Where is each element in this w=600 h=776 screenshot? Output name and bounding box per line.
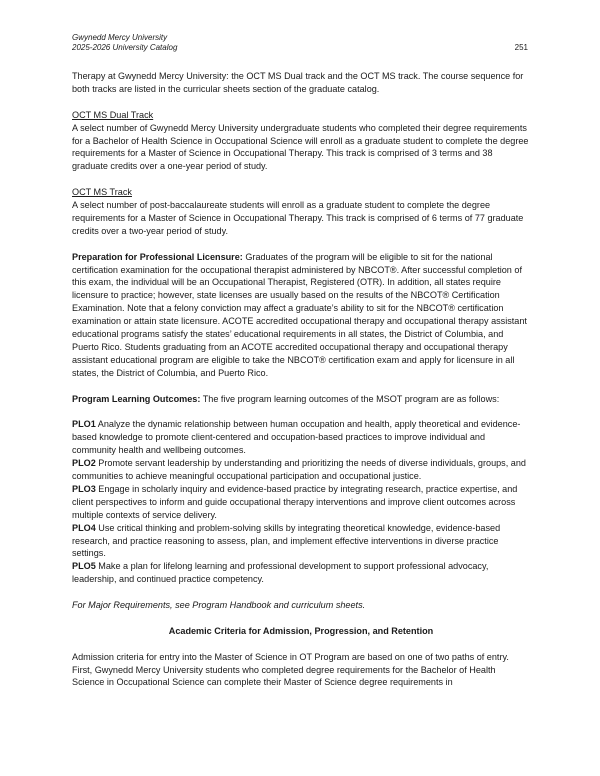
outcome-code: PLO3 bbox=[72, 483, 96, 494]
licensure-label: Preparation for Professional Licensure: bbox=[72, 251, 243, 262]
ms-track-heading: OCT MS Track bbox=[72, 187, 132, 198]
ms-track-section bbox=[72, 186, 530, 238]
page-body bbox=[72, 70, 530, 702]
ms-track-text: A select number of post-baccalaureate students will enroll as a graduate student to complete the degree requirements for a Master of Science in Occupational Therapy. This track is comprised of 6 terms of 77 graduate credits over a two-year period of study. bbox=[72, 200, 524, 236]
admission-text: Admission criteria for entry into the Master of Science in OT Program are based on one of two paths of entry. First, Gwynedd Mercy University students who completed degree requirements for the Bachelor of Health Science in Occupational Science can complete their Master of Science degree requirements in bbox=[72, 651, 509, 688]
outcome-item bbox=[72, 522, 530, 561]
outcomes-list bbox=[72, 418, 530, 586]
dual-track-text: A select number of Gwynedd Mercy University undergraduate students who completed their degree requirements for a Bachelor of Health Science in Occupational Science will enroll as a graduate student to complete the degree requirements for a Master of Science in Occupational Therapy. This track is comprised of 3 terms and 38 graduate credits over a one-year period of study. bbox=[72, 122, 529, 172]
outcomes-intro bbox=[72, 393, 530, 406]
outcome-text: Use critical thinking and problem-solving skills by integrating theoretical knowledge, evidence-based research, and practice reasoning to assess, plan, and implement effective interventions in diverse practice settings. bbox=[72, 522, 501, 559]
dual-track-section bbox=[72, 109, 530, 174]
outcome-code: PLO2 bbox=[72, 458, 96, 469]
outcome-code: PLO4 bbox=[72, 522, 96, 533]
outcomes-label: Program Learning Outcomes: bbox=[72, 393, 201, 404]
intro-paragraph: Therapy at Gwynedd Mercy University: the OCT MS Dual track and the OCT MS track. The course sequence for both tracks are listed in the curricular sheets section of the graduate catalog. bbox=[72, 71, 524, 94]
outcome-item bbox=[72, 418, 530, 457]
licensure-paragraph bbox=[72, 251, 530, 380]
admission-heading: Academic Criteria for Admission, Progression, and Retention bbox=[168, 625, 434, 636]
outcome-code: PLO1 bbox=[72, 419, 96, 430]
outcome-item bbox=[72, 457, 530, 483]
outcome-text: Analyze the dynamic relationship between human occupation and health, apply theoretical and evidence-based knowledge to promote client-centered and occupation-based practices to improve individual and community health and wellbeing outcomes. bbox=[72, 419, 521, 456]
dual-track-heading: OCT MS Dual Track bbox=[72, 109, 154, 120]
outcome-text: Promote servant leadership by understanding and prioritizing the needs of diverse individuals, groups, and communities to achieve meaningful occupational participation and occupational justice. bbox=[72, 458, 526, 482]
major-requirements-note: For Major Requirements, see Program Handbook and curriculum sheets. bbox=[72, 600, 366, 611]
outcome-text: Make a plan for lifelong learning and professional development to support professional advocacy, leadership, and continued practice competency. bbox=[72, 561, 489, 585]
outcomes-text: The five program learning outcomes of the MSOT program are as follows: bbox=[200, 393, 500, 404]
outcome-item bbox=[72, 483, 530, 522]
outcome-item bbox=[72, 560, 530, 586]
catalog-title: 2025-2026 University Catalog bbox=[72, 43, 178, 52]
outcome-code: PLO5 bbox=[72, 561, 96, 572]
university-name: Gwynedd Mercy University bbox=[72, 33, 168, 42]
page-number: 251 bbox=[514, 43, 528, 52]
running-header bbox=[72, 33, 177, 53]
licensure-text: Graduates of the program will be eligible to sit for the national certification examination for the occupational therapist administered by NBCOT®. After successful completion of this exam, the individual will be an Occupational Therapist, Registered (OTR). In addition, all states require licensure to practice; however, state licenses are usually based on the results of the NBCOT® Certification Examination. Note that a felony conviction may affect a graduate’s ability to sit for the NBCOT® certification examination or attain state licensure. ACOTE accredited occupational therapy and occupational therapy assistant educational programs satisfy the states’ educational requirements in all states, the District of Columbia, and Puerto Rico. Students graduating from an ACOTE accredited occupational therapy and occupational therapy assistant educational program are eligible to take the NBCOT® certification exam and apply for licensure in all states, the District of Columbia, and Puerto Rico. bbox=[72, 251, 527, 378]
outcome-text: Engage in scholarly inquiry and evidence-based practice by integrating research, practice expertise, and client perspectives to inform and guide occupational therapy interventions and improve client outcomes across multiple contexts of service delivery. bbox=[72, 483, 518, 520]
